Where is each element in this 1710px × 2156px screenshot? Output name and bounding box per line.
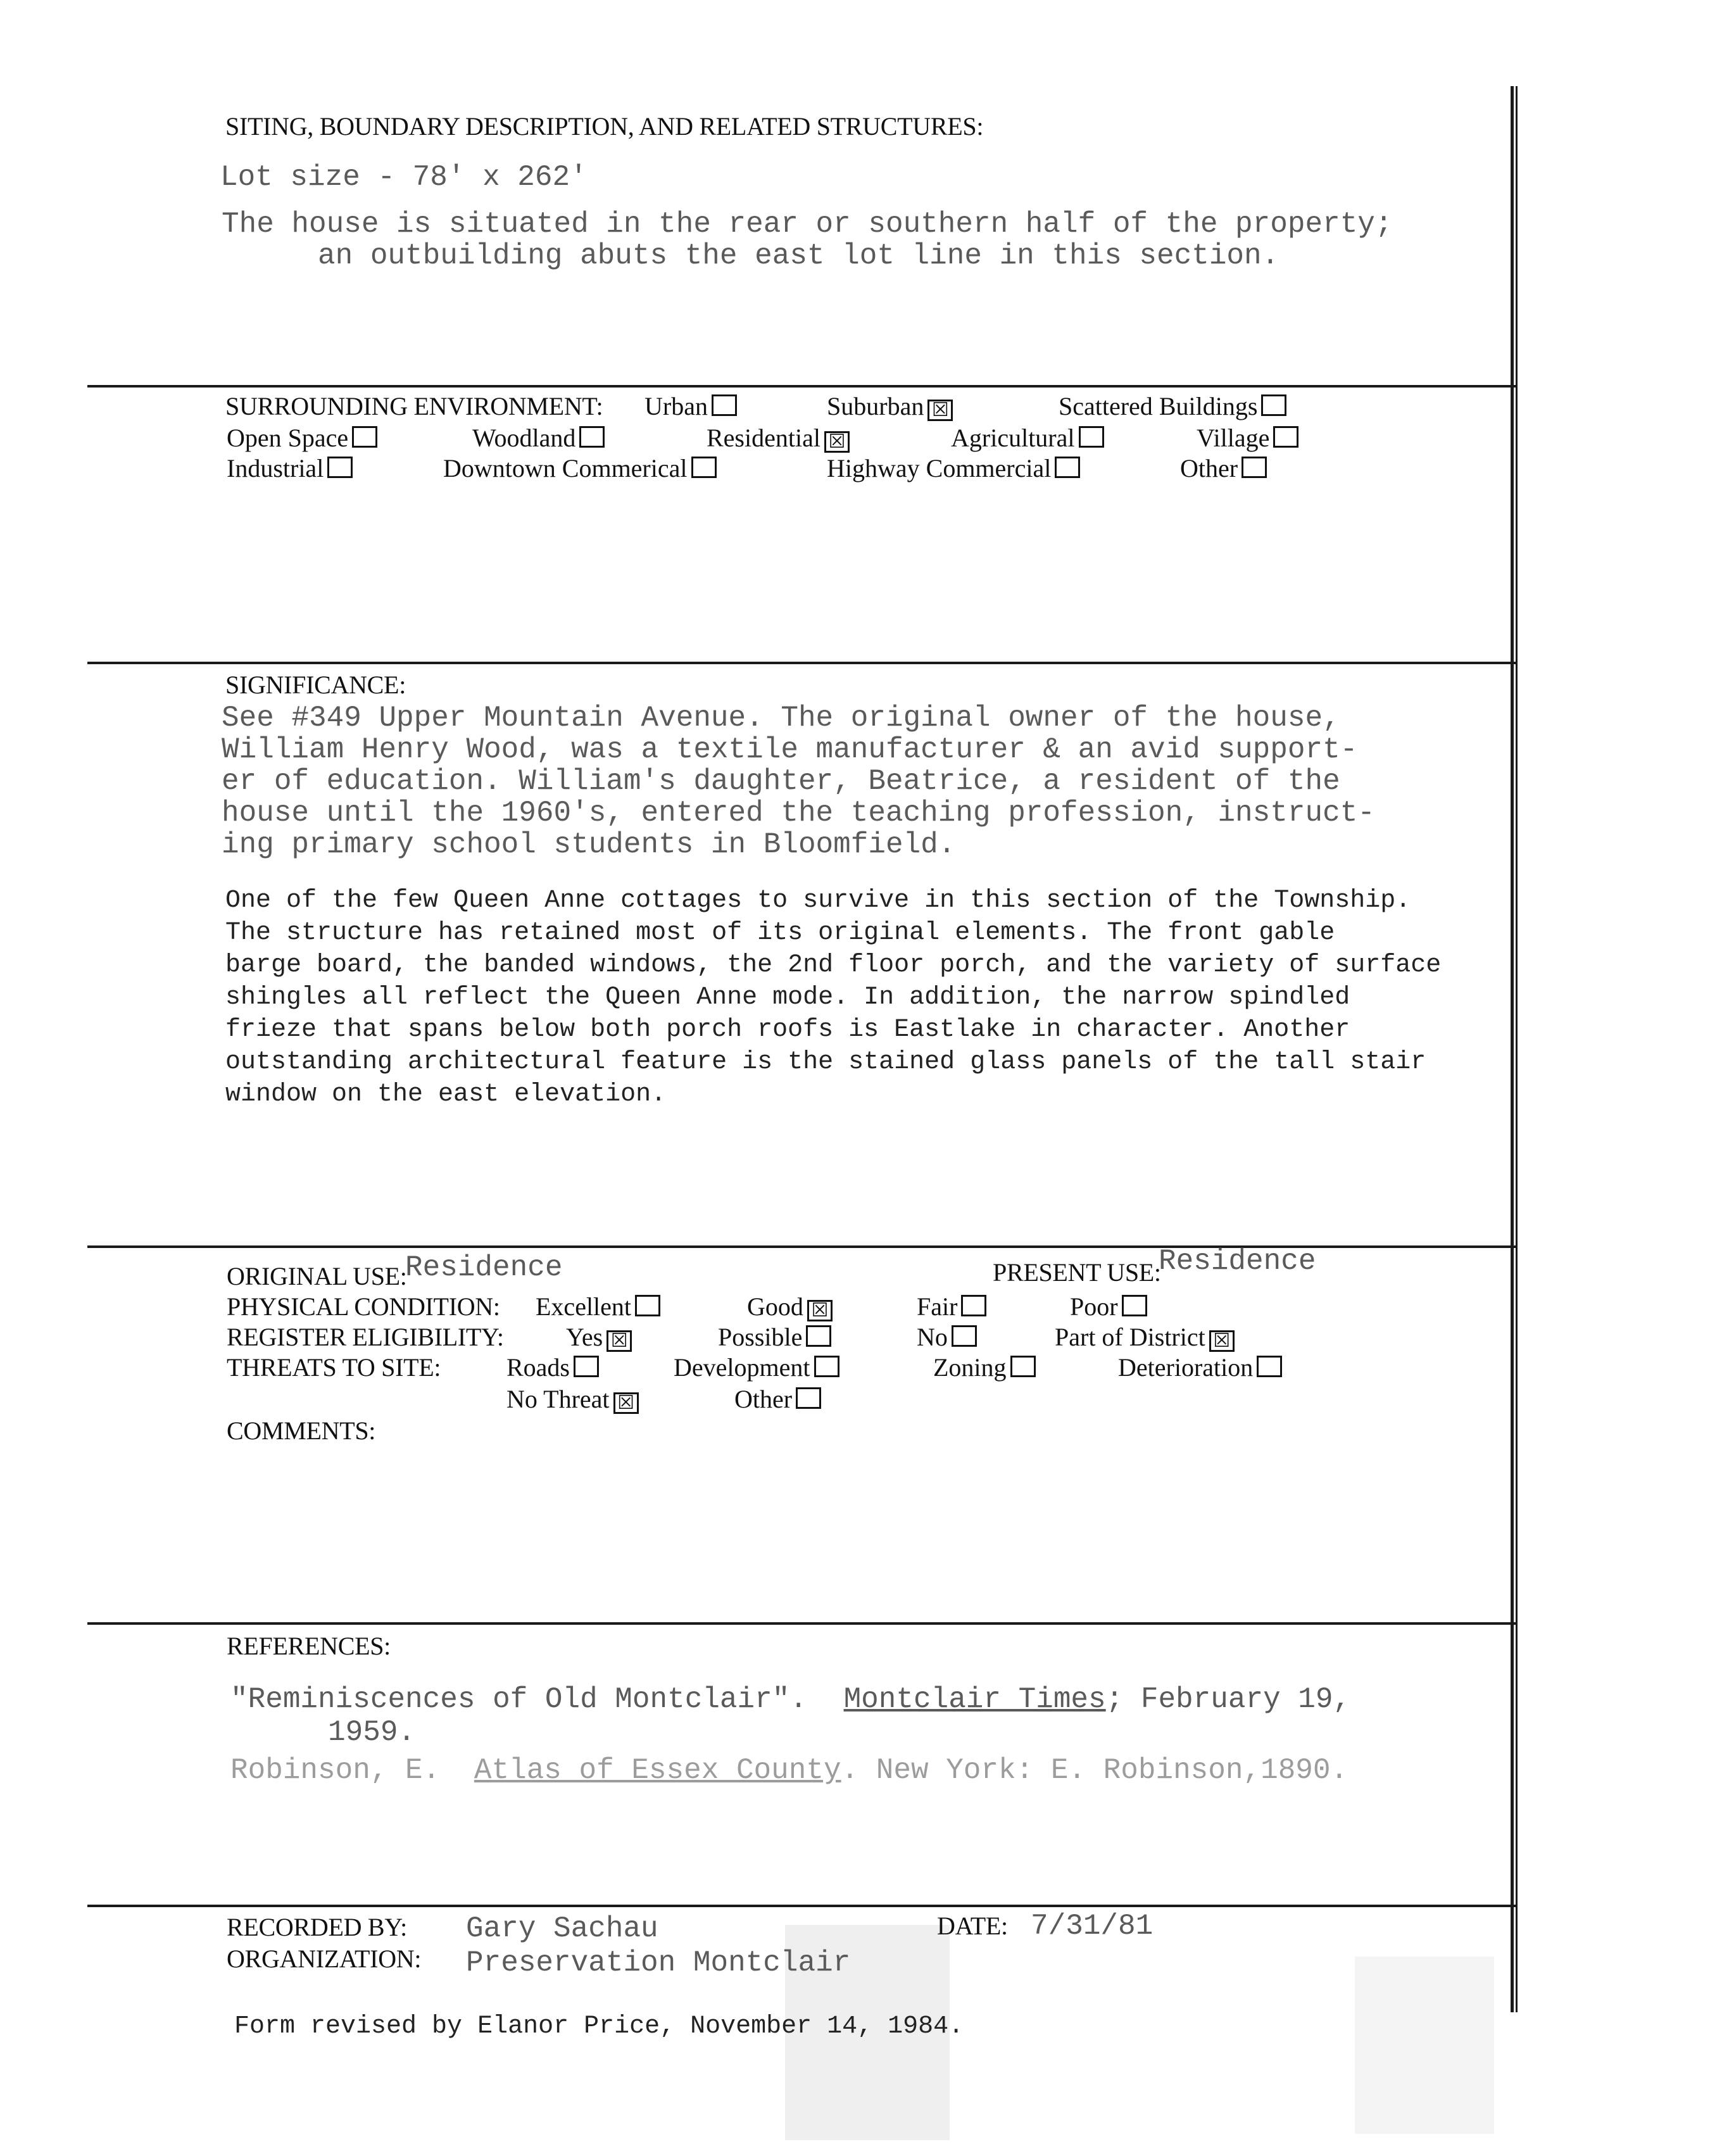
checkbox-empty[interactable] (1010, 1356, 1036, 1377)
scan-smudge (1355, 1957, 1494, 2134)
reference-1-date: ; February 19, (1105, 1683, 1351, 1716)
checkbox-empty[interactable] (1079, 426, 1104, 448)
condition-fair[interactable]: Fair (917, 1292, 986, 1321)
checkbox-checked[interactable]: ☒ (1209, 1330, 1235, 1352)
siting-line-1: The house is situated in the rear or southern half of the property; (222, 208, 1393, 241)
significance-para2-line: barge board, the banded windows, the 2nd floor porch, and the variety of surface (225, 951, 1442, 980)
form-right-border (1511, 86, 1514, 2012)
env-option-agricultural[interactable]: Agricultural (951, 423, 1104, 453)
reference-2-publisher: . New York: E. Robinson,1890. (841, 1754, 1349, 1787)
threat-zoning[interactable]: Zoning (933, 1352, 1036, 1382)
register-no[interactable]: No (917, 1322, 977, 1352)
checkbox-checked[interactable]: ☒ (613, 1392, 639, 1414)
reference-1 (230, 1683, 1350, 1716)
significance-para2-line: One of the few Queen Anne cottages to survive in this section of the Township. (225, 886, 1411, 915)
original-use-value: Residence (405, 1251, 563, 1284)
significance-para1-line: house until the 1960's, entered the teaching profession, instruct- (222, 797, 1375, 829)
checkbox-checked[interactable]: ☒ (824, 431, 850, 453)
checkbox-empty[interactable] (1261, 394, 1286, 416)
date-label: DATE: (937, 1912, 1008, 1940)
threat-no-threat[interactable]: No Threat ☒ (506, 1384, 639, 1414)
comments-label: COMMENTS: (227, 1416, 376, 1445)
section-divider (87, 1905, 1516, 1907)
organization-label: ORGANIZATION: (227, 1945, 422, 1973)
env-option-residential[interactable]: Residential ☒ (707, 423, 850, 453)
references-heading: REFERENCES: (227, 1632, 391, 1660)
checkbox-checked[interactable]: ☒ (927, 400, 953, 421)
env-option-woodland[interactable]: Woodland (472, 423, 605, 453)
date-value: 7/31/81 (1031, 1910, 1154, 1943)
siting-line-2: an outbuilding abuts the east lot line in this section. (318, 239, 1279, 272)
environment-heading: SURROUNDING ENVIRONMENT: (225, 392, 603, 420)
register-eligibility-label: REGISTER ELIGIBILITY: (227, 1323, 504, 1351)
env-option-downtown-commercial[interactable]: Downtown Commerical (443, 453, 717, 483)
checkbox-empty[interactable] (712, 394, 737, 416)
checkbox-checked[interactable]: ☒ (607, 1330, 632, 1352)
significance-para2-line: frieze that spans below both porch roofs is Eastlake in character. Another (225, 1016, 1350, 1044)
checkbox-empty[interactable] (1242, 457, 1267, 478)
register-part-of-district[interactable]: Part of District ☒ (1055, 1322, 1235, 1352)
checkbox-empty[interactable] (1055, 457, 1080, 478)
checkbox-empty[interactable] (1257, 1356, 1282, 1377)
checkbox-checked[interactable]: ☒ (807, 1300, 833, 1321)
env-option-open-space[interactable]: Open Space (227, 423, 377, 453)
threat-deterioration[interactable]: Deterioration (1118, 1352, 1282, 1382)
significance-para2-line: shingles all reflect the Queen Anne mode. In addition, the narrow spindled (225, 983, 1350, 1012)
significance-para1-line: ing primary school students in Bloomfield. (222, 828, 956, 861)
checkbox-empty[interactable] (352, 426, 377, 448)
checkbox-empty[interactable] (574, 1356, 599, 1377)
threat-roads[interactable]: Roads (506, 1352, 599, 1382)
reference-1-source: Montclair Times (843, 1683, 1106, 1716)
siting-heading: SITING, BOUNDARY DESCRIPTION, AND RELATED STRUCTURES: (225, 112, 984, 141)
recorded-by-label: RECORDED BY: (227, 1913, 407, 1941)
checkbox-empty[interactable] (579, 426, 605, 448)
significance-heading: SIGNIFICANCE: (225, 671, 406, 699)
section-divider (87, 1622, 1516, 1625)
env-option-industrial[interactable]: Industrial (227, 453, 353, 483)
checkbox-empty[interactable] (1122, 1295, 1147, 1316)
env-option-scattered-buildings[interactable]: Scattered Buildings (1059, 391, 1286, 421)
checkbox-empty[interactable] (961, 1295, 986, 1316)
env-option-urban[interactable]: Urban (644, 391, 737, 421)
reference-2-author: Robinson, E. (230, 1754, 441, 1787)
checkbox-empty[interactable] (814, 1356, 839, 1377)
threat-development[interactable]: Development (674, 1352, 839, 1382)
checkbox-empty[interactable] (806, 1325, 831, 1347)
env-option-other[interactable]: Other (1180, 453, 1267, 483)
env-option-village[interactable]: Village (1197, 423, 1298, 453)
significance-para2-line: outstanding architectural feature is the stained glass panels of the tall stair (225, 1048, 1426, 1076)
present-use-label: PRESENT USE: (993, 1258, 1161, 1287)
organization-value: Preservation Montclair (466, 1946, 851, 1979)
checkbox-empty[interactable] (635, 1295, 660, 1316)
present-use-value: Residence (1159, 1245, 1316, 1278)
reference-2-title: Atlas of Essex County (474, 1754, 841, 1787)
significance-para1-line: William Henry Wood, was a textile manufacturer & an avid support- (222, 733, 1358, 766)
section-divider (87, 662, 1516, 664)
condition-poor[interactable]: Poor (1070, 1292, 1147, 1321)
original-use-label: ORIGINAL USE: (227, 1262, 407, 1290)
physical-condition-label: PHYSICAL CONDITION: (227, 1292, 500, 1321)
significance-para2-line: window on the east elevation. (225, 1080, 667, 1109)
checkbox-empty[interactable] (327, 457, 353, 478)
env-option-highway-commercial[interactable]: Highway Commercial (827, 453, 1080, 483)
significance-para2-line: The structure has retained most of its original elements. The front gable (225, 919, 1335, 947)
form-revision-note: Form revised by Elanor Price, November 14, 1984. (234, 2012, 964, 2041)
reference-2 (230, 1754, 1348, 1787)
register-possible[interactable]: Possible (718, 1322, 831, 1352)
condition-good[interactable]: Good ☒ (747, 1292, 833, 1321)
reference-1-title: "Reminiscences of Old Montclair". (230, 1683, 807, 1716)
form-right-border-inner (1516, 86, 1518, 2012)
condition-excellent[interactable]: Excellent (536, 1292, 660, 1321)
threat-other[interactable]: Other (734, 1384, 821, 1414)
checkbox-empty[interactable] (952, 1325, 977, 1347)
threats-label: THREATS TO SITE: (227, 1353, 441, 1382)
lot-size-text: Lot size - 78' x 262' (220, 161, 588, 194)
checkbox-empty[interactable] (796, 1387, 821, 1409)
env-option-suburban[interactable]: Suburban ☒ (827, 391, 953, 421)
register-yes[interactable]: Yes ☒ (566, 1322, 632, 1352)
reference-1-year: 1959. (328, 1716, 416, 1749)
significance-para1-line: er of education. William's daughter, Beatrice, a resident of the (222, 765, 1340, 798)
significance-para1-line: See #349 Upper Mountain Avenue. The original owner of the house, (222, 702, 1340, 734)
checkbox-empty[interactable] (691, 457, 717, 478)
recorded-by-value: Gary Sachau (466, 1912, 658, 1945)
section-divider (87, 385, 1516, 388)
checkbox-empty[interactable] (1273, 426, 1298, 448)
